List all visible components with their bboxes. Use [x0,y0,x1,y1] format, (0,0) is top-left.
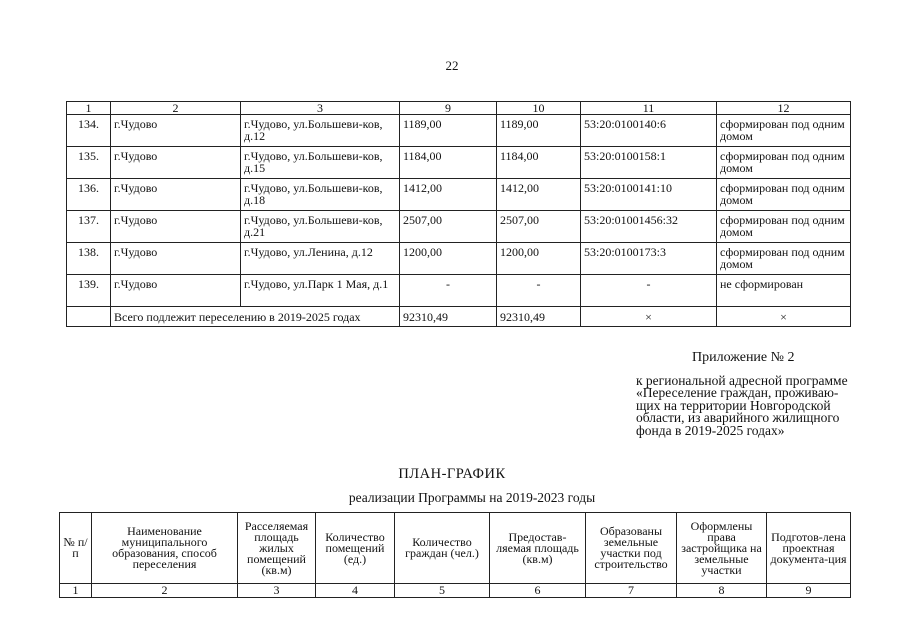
plan-header-cell: Образованы земельные участки под строительство [586,513,677,584]
table-cell: 1189,00 [497,115,581,147]
table-cell: г.Чудово, ул.Большеви-ков, д.12 [241,115,400,147]
plan-number-cell: 7 [586,584,677,598]
plan-header-cell: № п/п [60,513,92,584]
table-cell: г.Чудово [111,179,241,211]
appendix-title: Приложение № 2 [692,350,795,365]
total-value: 92310,49 [400,307,497,327]
table-cell: не сформирован [717,275,851,307]
plan-number-cell: 1 [60,584,92,598]
column-number-cell: 11 [581,102,717,115]
table-cell: 53:20:01001456:32 [581,211,717,243]
table-cell: 2507,00 [400,211,497,243]
plan-number-cell: 2 [92,584,238,598]
table-cell: г.Чудово [111,147,241,179]
total-row [67,307,851,327]
table-cell: 53:20:0100140:6 [581,115,717,147]
plan-number-row [60,584,851,598]
table-cell: г.Чудово, ул.Ленина, д.12 [241,243,400,275]
plan-table-body [60,513,851,598]
table-cell: 137. [67,211,111,243]
table-cell: г.Чудово [111,275,241,307]
table-cell: сформирован под одним домом [717,243,851,275]
plan-header-cell: Наименование муниципального образования, способ переселения [92,513,238,584]
table-row [67,147,851,179]
plan-title: ПЛАН-ГРАФИК [398,466,506,482]
table-cell: 139. [67,275,111,307]
table-cell: 1184,00 [400,147,497,179]
table-cell: 1200,00 [400,243,497,275]
table-row [67,211,851,243]
plan-number-cell: 8 [677,584,767,598]
table-cell: 1200,00 [497,243,581,275]
table-cell: 134. [67,115,111,147]
table-cell: 136. [67,179,111,211]
column-number-cell: 12 [717,102,851,115]
table-cell: 1184,00 [497,147,581,179]
table-row [67,243,851,275]
column-number-cell: 9 [400,102,497,115]
total-value: × [717,307,851,327]
table-cell: 53:20:0100158:1 [581,147,717,179]
table-cell: - [497,275,581,307]
table-cell: сформирован под одним домом [717,147,851,179]
plan-header-row [60,513,851,584]
page-number: 22 [445,58,459,73]
plan-header-cell: Предостав-ляемая площадь (кв.м) [490,513,586,584]
column-number-cell: 1 [67,102,111,115]
plan-number-cell: 3 [238,584,316,598]
plan-number-cell: 6 [490,584,586,598]
table-cell: сформирован под одним домом [717,179,851,211]
settlement-table [66,101,851,327]
plan-number-cell: 5 [395,584,490,598]
total-value: × [581,307,717,327]
plan-number-cell: 9 [767,584,851,598]
appendix-text: к региональной адресной программе «Переселение граждан, проживаю-щих на территории Новгородской области, из аварийного жилищного фонда в 2019-2025 годах» [636,372,848,438]
table-cell: 2507,00 [497,211,581,243]
table-cell: 1412,00 [400,179,497,211]
column-number-row [67,102,851,115]
table-cell: г.Чудово, ул.Большеви-ков, д.21 [241,211,400,243]
table-cell: г.Чудово [111,115,241,147]
table-row [67,179,851,211]
column-number-cell: 2 [111,102,241,115]
plan-number-cell: 4 [316,584,395,598]
plan-subtitle: реализации Программы на 2019-2023 годы [348,490,596,505]
plan-header-cell: Расселяемая площадь жилых помещений (кв.м) [238,513,316,584]
settlement-table-body [67,102,851,327]
total-label: Всего подлежит переселению в 2019-2025 годах [111,307,400,327]
table-cell: 1412,00 [497,179,581,211]
table-cell: - [400,275,497,307]
table-cell: 53:20:0100141:10 [581,179,717,211]
table-cell: г.Чудово [111,211,241,243]
table-cell: - [581,275,717,307]
table-row [67,115,851,147]
table-cell: г.Чудово, ул.Большеви-ков, д.18 [241,179,400,211]
plan-header-cell: Оформлены права застройщика на земельные участки [677,513,767,584]
table-cell: 1189,00 [400,115,497,147]
plan-header-cell: Количество помещений (ед.) [316,513,395,584]
table-cell: г.Чудово [111,243,241,275]
column-number-cell: 10 [497,102,581,115]
plan-header-cell: Подготов-лена проектная документа-ция [767,513,851,584]
appendix-block [636,352,862,437]
table-row [67,275,851,307]
table-cell: сформирован под одним домом [717,211,851,243]
table-cell: сформирован под одним домом [717,115,851,147]
table-cell: г.Чудово, ул.Парк 1 Мая, д.1 [241,275,400,307]
plan-table [59,512,851,598]
empty-cell [67,307,111,327]
total-value: 92310,49 [497,307,581,327]
column-number-cell: 3 [241,102,400,115]
table-cell: 138. [67,243,111,275]
table-cell: 53:20:0100173:3 [581,243,717,275]
plan-header-cell: Количество граждан (чел.) [395,513,490,584]
table-cell: г.Чудово, ул.Большеви-ков, д.15 [241,147,400,179]
table-cell: 135. [67,147,111,179]
